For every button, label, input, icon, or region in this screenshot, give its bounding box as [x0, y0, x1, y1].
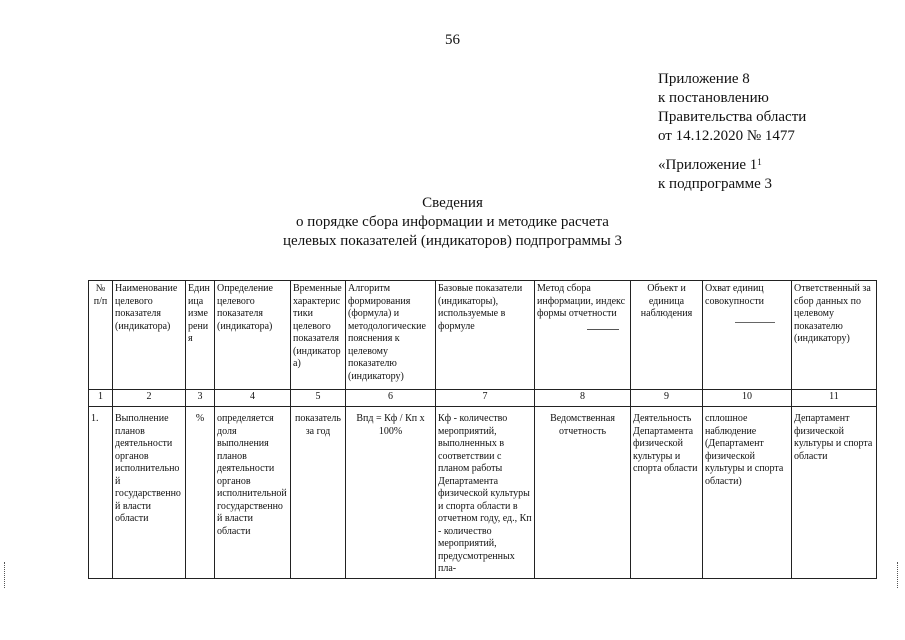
header-cell: Алгоритм формирования (формула) и методологические пояснения к целевому показателю (индикатору): [346, 281, 436, 390]
table-cell: %: [186, 407, 215, 579]
column-number: 11: [792, 390, 877, 407]
column-number: 4: [215, 390, 291, 407]
header-cell: Единица измерения: [186, 281, 215, 390]
table-cell: Впд = Кф / Кп х 100%: [346, 407, 436, 579]
table-cell: Выполнение планов деятельности органов исполнительной государственной власти области: [113, 407, 186, 579]
table-cell: 1.: [89, 407, 113, 579]
column-number: 1: [89, 390, 113, 407]
appendix-line: Правительства области: [658, 109, 807, 125]
appendix-block: [658, 70, 806, 194]
quote-line: к подпрограмме 3: [658, 176, 772, 192]
table-cell: определяется доля выполнения планов деятельности органов исполнительной государственной власти области: [215, 407, 291, 579]
table-row: [89, 407, 877, 579]
column-number: 10: [703, 390, 792, 407]
header-cell: Наименование целевого показателя (индикатора): [113, 281, 186, 390]
table-cell: сплошное наблюдение (Департамент физической культуры и спорта области): [703, 407, 792, 579]
appendix-date-line: от 14.12.2020 № 1477: [658, 128, 795, 144]
dash-mark: [705, 322, 789, 330]
scan-margin-mark: [4, 562, 6, 588]
table-cell: показатель за год: [291, 407, 346, 579]
header-text: Метод сбора информации, индекс формы отчетности: [537, 283, 626, 319]
header-cell: Определение целевого показателя (индикатора): [215, 281, 291, 390]
header-cell: [535, 281, 631, 390]
header-cell: № п/п: [89, 281, 113, 390]
column-number: 9: [631, 390, 703, 407]
table-cell: Кф - количество мероприятий, выполненных в соответствии с планом работы Департамента физической культуры и спорта области в отчетном году, ед., Кп - количество мероприятий, предусмотренных пла-: [436, 407, 535, 579]
table-cell: Департамент физической культуры и спорта области: [792, 407, 877, 579]
quote-superscript: 1: [757, 157, 762, 167]
column-number: 5: [291, 390, 346, 407]
title-line: Сведения: [422, 195, 483, 211]
dash-mark: [537, 329, 628, 337]
quote-line: [658, 156, 806, 175]
indicators-table: [88, 280, 877, 579]
quote-block: [658, 156, 806, 194]
appendix-line: Приложение 8: [658, 71, 750, 87]
column-number: 7: [436, 390, 535, 407]
column-number: 3: [186, 390, 215, 407]
header-cell: [703, 281, 792, 390]
column-number: 2: [113, 390, 186, 407]
scan-margin-mark: [897, 562, 899, 588]
table-cell: Ведомственная отчетность: [535, 407, 631, 579]
header-cell: Базовые показатели (индикаторы), используемые в формуле: [436, 281, 535, 390]
column-number-row: [89, 390, 877, 407]
appendix-line: к постановлению: [658, 90, 769, 106]
header-cell: Временные характеристики целевого показателя (индикатора): [291, 281, 346, 390]
title-line: целевых показателей (индикаторов) подпрограммы 3: [283, 233, 622, 249]
table-cell: Деятельность Департамента физической культуры и спорта области: [631, 407, 703, 579]
table-header-row: [89, 281, 877, 390]
quote-text: «Приложение 1: [658, 157, 758, 173]
title-line: о порядке сбора информации и методике расчета: [296, 214, 609, 230]
document-title: [0, 194, 905, 251]
page-number: 56: [445, 32, 460, 48]
header-cell: Объект и единица наблюдения: [631, 281, 703, 390]
header-cell: Ответственный за сбор данных по целевому показателю (индикатору): [792, 281, 877, 390]
column-number: 8: [535, 390, 631, 407]
header-text: Охват единиц совокупности: [705, 283, 764, 307]
column-number: 6: [346, 390, 436, 407]
